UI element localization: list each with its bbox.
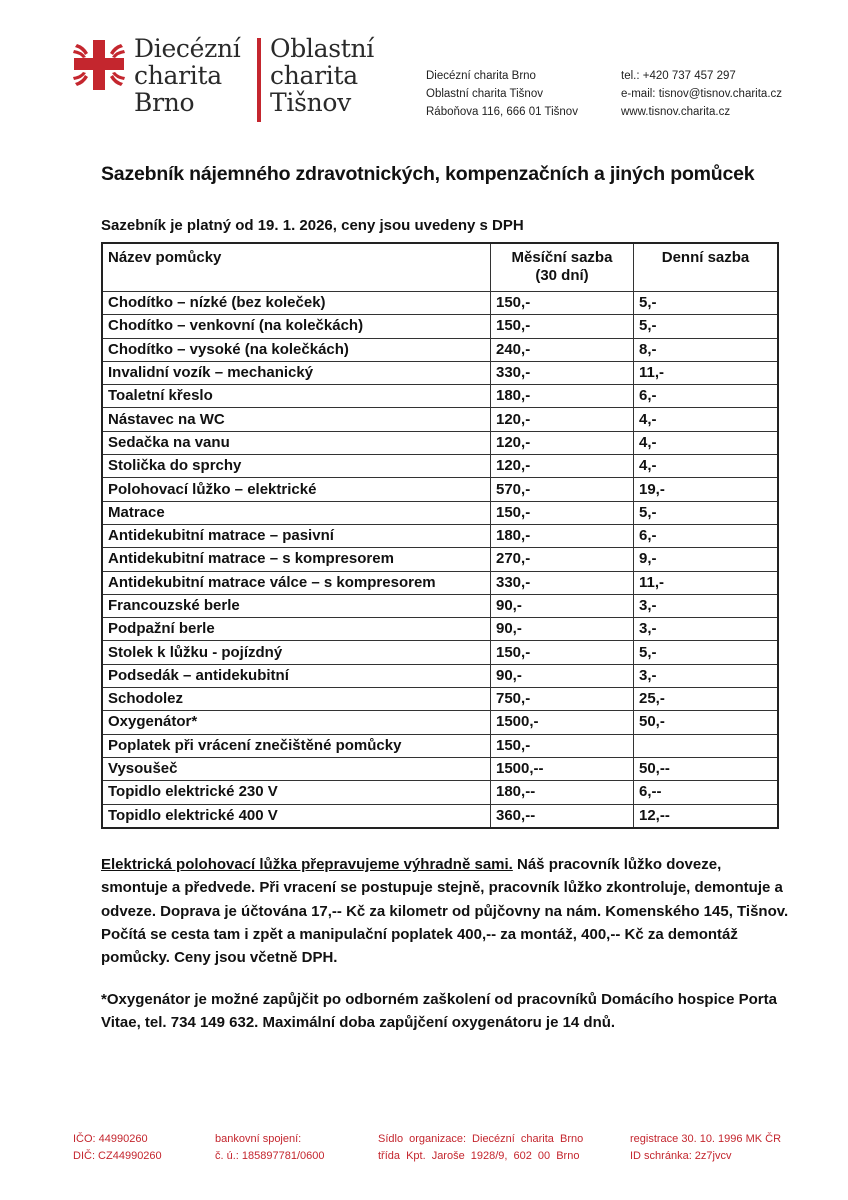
cell-monthly: 90,- <box>491 594 634 617</box>
cell-name: Francouzské berle <box>102 594 491 617</box>
footer-ids: IČO: 44990260 DIČ: CZ44990260 <box>73 1133 162 1162</box>
cell-monthly: 360,-- <box>491 804 634 828</box>
table-row <box>102 315 778 338</box>
table-row <box>102 408 778 431</box>
cell-monthly: 270,- <box>491 548 634 571</box>
cell-name: Chodítko – nízké (bez koleček) <box>102 292 491 315</box>
cell-name: Topidlo elektrické 230 V <box>102 781 491 804</box>
cell-monthly: 120,- <box>491 455 634 478</box>
cell-name: Oxygenátor* <box>102 711 491 734</box>
cell-daily: 12,-- <box>634 804 779 828</box>
cell-daily: 19,- <box>634 478 779 501</box>
delivery-note-text: Náš pracovník lůžko doveze, smontuje a předvede. Při vracení se postupuje stejně, pracovník lůžko zkontroluje, demontuje a odveze. Doprava je účtována 17,-- Kč za kilometr od půjčovny na nám. Komenského 145, Tišnov. Počítá se cesta tam i zpět a manipulační poplatek 400,-- za montáž, 400,-- Kč za demontáž pomůcky. Ceny jsou včetně DPH. <box>101 856 789 967</box>
header-address: Diecézní charita Brno Oblastní charita Tišnov Ráboňova 116, 666 01 Tišnov <box>426 70 578 118</box>
cell-name: Invalidní vozík – mechanický <box>102 361 491 384</box>
cell-daily: 11,- <box>634 571 779 594</box>
cell-daily: 50,-- <box>634 757 779 780</box>
email-link[interactable]: e-mail: tisnov@tisnov.charita.cz <box>621 88 783 100</box>
cell-monthly: 330,- <box>491 571 634 594</box>
table-row <box>102 524 778 547</box>
table-row <box>102 757 778 780</box>
table-row <box>102 292 778 315</box>
cell-daily: 8,- <box>634 338 779 361</box>
cell-name: Stolek k lůžku - pojízdný <box>102 641 491 664</box>
footer-bank: bankovní spojení: č. ú.: 185897781/0600 <box>215 1133 325 1162</box>
cell-monthly: 90,- <box>491 664 634 687</box>
cell-name: Antidekubitní matrace – pasivní <box>102 524 491 547</box>
cell-name: Vysoušeč <box>102 757 491 780</box>
logo-divider <box>257 38 261 122</box>
table-row <box>102 478 778 501</box>
cell-monthly: 150,- <box>491 292 634 315</box>
table-row <box>102 455 778 478</box>
cell-name: Poplatek při vrácení znečištěné pomůcky <box>102 734 491 757</box>
cell-daily: 5,- <box>634 641 779 664</box>
table-row <box>102 804 778 828</box>
table-row <box>102 571 778 594</box>
cell-monthly: 180,- <box>491 524 634 547</box>
price-table <box>101 242 779 829</box>
cell-daily: 9,- <box>634 548 779 571</box>
cell-name: Sedačka na vanu <box>102 431 491 454</box>
table-row <box>102 618 778 641</box>
cell-daily: 3,- <box>634 664 779 687</box>
table-row <box>102 781 778 804</box>
cell-monthly: 120,- <box>491 431 634 454</box>
cell-monthly: 150,- <box>491 641 634 664</box>
cell-name: Chodítko – vysoké (na kolečkách) <box>102 338 491 361</box>
cell-monthly: 1500,-- <box>491 757 634 780</box>
cell-name: Chodítko – venkovní (na kolečkách) <box>102 315 491 338</box>
cell-name: Topidlo elektrické 400 V <box>102 804 491 828</box>
cell-daily: 4,- <box>634 408 779 431</box>
logo-text-oc-tisnov: Oblastní charita Tišnov <box>270 34 374 117</box>
cell-monthly: 1500,- <box>491 711 634 734</box>
cell-name: Antidekubitní matrace – s kompresorem <box>102 548 491 571</box>
cell-monthly: 90,- <box>491 618 634 641</box>
cell-monthly: 750,- <box>491 688 634 711</box>
cell-daily: 50,- <box>634 711 779 734</box>
cell-daily: 6,-- <box>634 781 779 804</box>
oxygenator-note: *Oxygenátor je možné zapůjčit po odborném zaškolení od pracovníků Domácího hospice Porta Vitae, tel. 734 149 632. Maximální doba zapůjčení oxygenátoru je 14 dnů. <box>101 991 777 1032</box>
cell-name: Nástavec na WC <box>102 408 491 431</box>
cell-monthly: 150,- <box>491 315 634 338</box>
cell-name: Schodolez <box>102 688 491 711</box>
table-row <box>102 734 778 757</box>
cell-daily: 25,- <box>634 688 779 711</box>
cell-name: Matrace <box>102 501 491 524</box>
cell-name: Antidekubitní matrace válce – s kompresorem <box>102 571 491 594</box>
table-row <box>102 641 778 664</box>
cell-monthly: 180,-- <box>491 781 634 804</box>
table-row <box>102 385 778 408</box>
cell-monthly: 150,- <box>491 734 634 757</box>
cell-daily: 11,- <box>634 361 779 384</box>
cell-name: Podsedák – antidekubitní <box>102 664 491 687</box>
cell-daily: 5,- <box>634 292 779 315</box>
footer-seat: Sídlo organizace: Diecézní charita Brno třída Kpt. Jaroše 1928/9, 602 00 Brno <box>378 1133 584 1162</box>
header-daily: Denní sazba <box>634 243 779 292</box>
table-row <box>102 431 778 454</box>
cell-name: Toaletní křeslo <box>102 385 491 408</box>
footer-registration: registrace 30. 10. 1996 MK ČR ID schránka: 2z7jvcv <box>630 1133 782 1162</box>
table-row <box>102 711 778 734</box>
cell-monthly: 180,- <box>491 385 634 408</box>
cell-daily: 4,- <box>634 431 779 454</box>
caritas-cross-icon <box>72 38 126 92</box>
cell-name: Polohovací lůžko – elektrické <box>102 478 491 501</box>
cell-daily: 3,- <box>634 594 779 617</box>
cell-monthly: 240,- <box>491 338 634 361</box>
page-title: Sazebník nájemného zdravotnických, kompenzačních a jiných pomůcek <box>101 163 755 185</box>
table-header-row <box>102 243 778 292</box>
cell-daily: 6,- <box>634 385 779 408</box>
logo-text-dc-brno: Diecézní charita Brno <box>134 34 241 117</box>
header-contacts <box>621 67 782 121</box>
cell-monthly: 570,- <box>491 478 634 501</box>
table-row <box>102 361 778 384</box>
table-row <box>102 548 778 571</box>
cell-daily: 6,- <box>634 524 779 547</box>
logo <box>72 34 392 124</box>
delivery-note <box>101 853 791 969</box>
cell-monthly: 120,- <box>491 408 634 431</box>
website-link[interactable]: www.tisnov.charita.cz <box>621 106 731 118</box>
cell-monthly: 150,- <box>491 501 634 524</box>
table-row <box>102 664 778 687</box>
table-row <box>102 501 778 524</box>
cell-daily: 5,- <box>634 315 779 338</box>
header-name: Název pomůcky <box>102 243 491 292</box>
table-row <box>102 688 778 711</box>
cell-daily: 4,- <box>634 455 779 478</box>
header-monthly: Měsíční sazba (30 dní) <box>491 243 634 292</box>
cell-name: Podpažní berle <box>102 618 491 641</box>
cell-name: Stolička do sprchy <box>102 455 491 478</box>
table-row <box>102 338 778 361</box>
table-row <box>102 594 778 617</box>
validity-note: Sazebník je platný od 19. 1. 2026, ceny jsou uvedeny s DPH <box>101 217 524 234</box>
cell-monthly: 330,- <box>491 361 634 384</box>
phone: tel.: +420 737 457 297 <box>621 70 736 82</box>
delivery-note-emphasis: Elektrická polohovací lůžka přepravujeme výhradně sami. <box>101 856 513 873</box>
cell-daily: 3,- <box>634 618 779 641</box>
cell-daily <box>634 734 779 757</box>
cell-daily: 5,- <box>634 501 779 524</box>
